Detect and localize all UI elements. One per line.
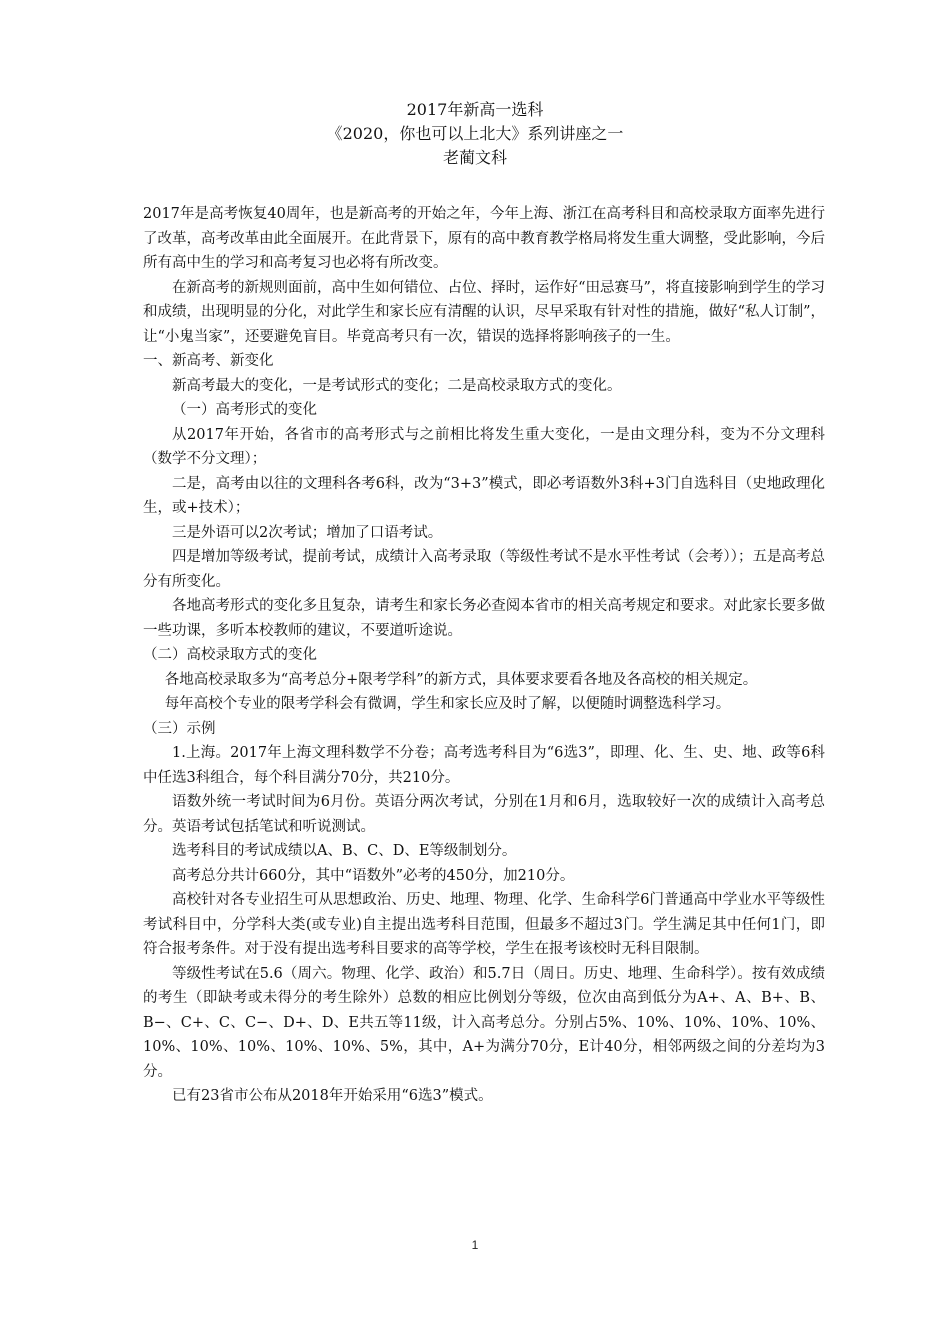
document-author: 老蔺文科 — [442, 148, 507, 167]
paragraph: 从2017年开始，各省市的高考形式与之前相比将发生重大变化，一是由文理分科，变为不分文理科（数学不分文理）； — [143, 426, 825, 467]
paragraph: 二是，高考由以往的文理科各考6科，改为“3+3”模式，即必考语数外3科+3门自选科目（史地政理化生，或+技术）； — [143, 475, 825, 516]
subsection-heading: （一）高考形式的变化 — [172, 402, 317, 418]
paragraph: 四是增加等级考试，提前考试，成绩计入高考录取（等级性考试不是水平性考试（会考））；五是高考总分有所变化。 — [143, 549, 825, 590]
paragraph: 2017年是高考恢复40周年，也是新高考的开始之年，今年上海、浙江在高考科目和高校录取方面率先进行了改革，高考改革由此全面展开。在此背景下，原有的高中教育教学格局将发生重大调整，受此影响，今后所有高中生的学习和高考复习也必将有所改变。 — [143, 206, 825, 271]
section-heading: 一、新高考、新变化 — [143, 353, 274, 369]
document-header — [0, 98, 950, 170]
paragraph: 各地高考形式的变化多且复杂，请考生和家长务必查阅本省市的相关高考规定和要求。对此家长要多做一些功课，多听本校教师的建议，不要道听途说。 — [143, 598, 825, 639]
paragraph: 三是外语可以2次考试；增加了口语考试。 — [172, 524, 443, 541]
paragraph: 选考科目的考试成绩以A、B、C、D、E等级制划分。 — [172, 843, 517, 859]
paragraph: 在新高考的新规则面前，高中生如何错位、占位、择时，运作好“田忌赛马”，将直接影响到学生的学习和成绩，出现明显的分化，对此学生和家长应有清醒的认识，尽早采取有针对性的措施，做好“私人订制”，让“小鬼当家”，还要避免盲目。毕竟高考只有一次，错误的选择将影响孩子的一生。 — [143, 279, 825, 345]
paragraph: 已有23省市公布从2018年开始采用“6选3”模式。 — [172, 1088, 493, 1104]
paragraph: 高考总分共计660分，其中“语数外”必考的450分，加210分。 — [172, 867, 575, 884]
paragraph: 新高考最大的变化，一是考试形式的变化；二是高校录取方式的变化。 — [172, 377, 622, 394]
page-number: 1 — [471, 1238, 479, 1252]
document-subtitle: 《2020，你也可以上北大》系列讲座之一 — [326, 124, 624, 143]
paragraph: 每年高校个专业的限考学科会有微调，学生和家长应及时了解，以便随时调整选科学习。 — [164, 696, 731, 712]
subsection-heading: （三）示例 — [143, 720, 216, 737]
document-title: 2017年新高一选科 — [406, 100, 544, 119]
subsection-heading: （二）高校录取方式的变化 — [143, 647, 317, 663]
document-body — [143, 202, 825, 1109]
paragraph: 高校针对各专业招生可从思想政治、历史、地理、物理、化学、生命科学6门普通高中学业水平等级性考试科目中，分学科大类(或专业)自主提出选考科目范围，但最多不超过3门。学生满足其中任何1门，即符合报考条件。对于没有提出选考科目要求的高等学校，学生在报考该校时无科目限制。 — [143, 892, 825, 957]
paragraph: 各地高校录取多为“高考总分+限考学科”的新方式，具体要求要看各地及各高校的相关规定。 — [164, 671, 758, 688]
paragraph: 语数外统一考试时间为6月份。英语分两次考试，分别在1月和6月，选取较好一次的成绩计入高考总分。英语考试包括笔试和听说测试。 — [143, 794, 825, 835]
paragraph: 等级性考试在5.6（周六。物理、化学、政治）和5.7日（周日。历史、地理、生命科学）。按有效成绩的考生（即缺考或未得分的考生除外）总数的相应比例划分等级，位次由高到低分为A+、A、B+、B、B−、C+、C、C−、D+、D、E共五等11级，计入高考总分。分别占5%、10%、10%、10%、10%、10%、10%、10%、10%、10%、5%，其中，A+为满分70分，E计40分，相邻两级之间的分差均为3分。 — [143, 965, 825, 1080]
paragraph: 1.上海。2017年上海文理科数学不分卷；高考选考科目为“6选3”，即理、化、生、史、地、政等6科中任选3科组合，每个科目满分70分，共210分。 — [143, 745, 825, 786]
